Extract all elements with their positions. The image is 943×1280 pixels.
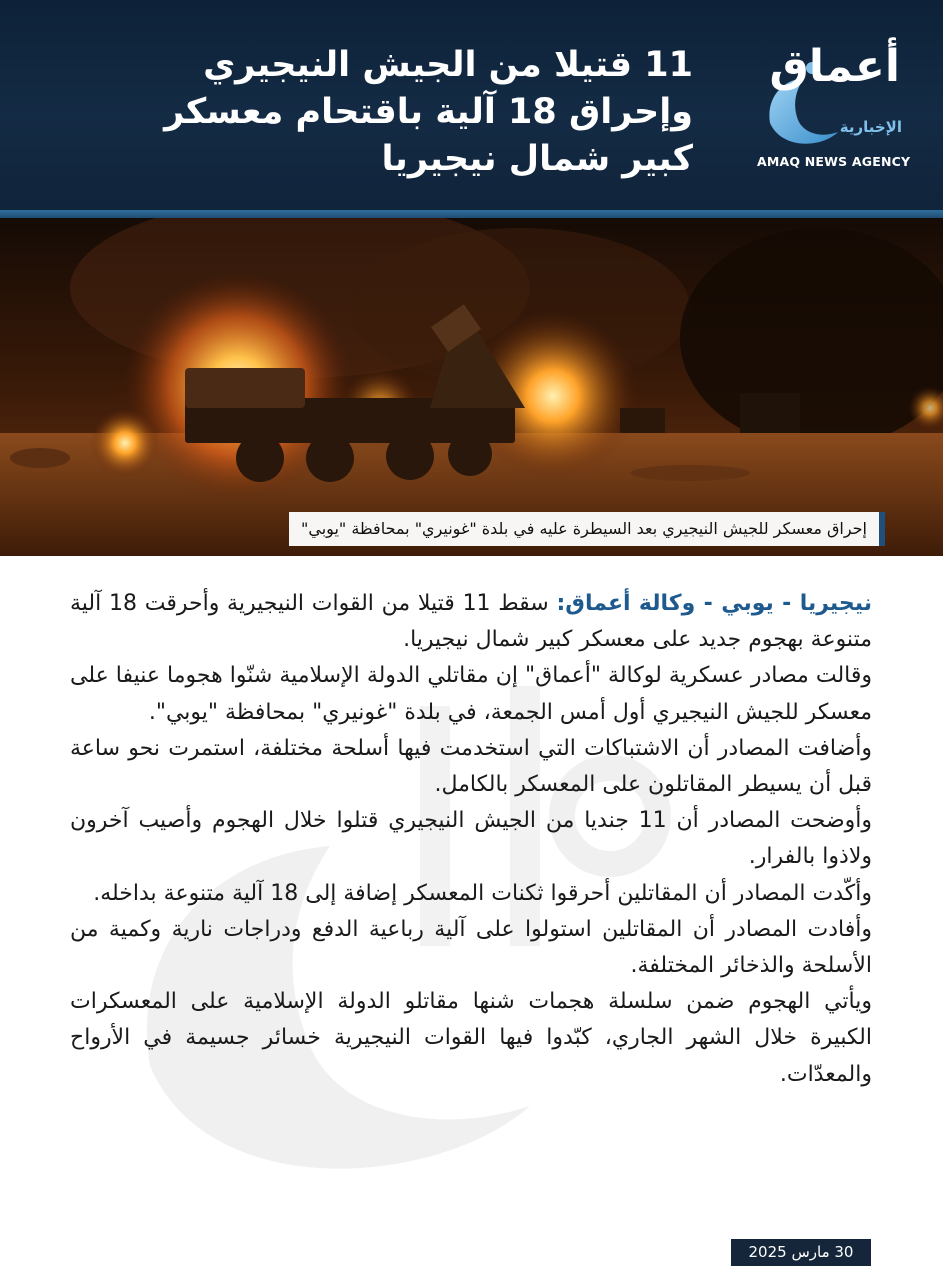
- logo-english-text: AMAQ NEWS AGENCY: [757, 154, 911, 169]
- photo-caption: إحراق معسكر للجيش النيجيري بعد السيطرة عليه في بلدة "غونيري" بمحافظة "يوبي": [289, 512, 885, 546]
- amaq-logo: [752, 28, 912, 178]
- article-paragraph-5: وأكّدت المصادر أن المقاتلين أحرقوا ثكنات المعسكر إضافة إلى 18 آلية متنوعة بداخله.: [93, 880, 872, 906]
- headline: [53, 42, 693, 183]
- article-lead-text: سقط 11 قتيلا من القوات النيجيرية وأحرقت 18 آلية متنوعة بهجوم جديد على معسكر كبير شمال نيجيريا.: [70, 591, 872, 653]
- article-text: [70, 586, 872, 1093]
- header-divider: [0, 210, 943, 218]
- news-photo: [0, 218, 943, 556]
- article-paragraph-3: وأضافت المصادر أن الاشتباكات التي استخدمت فيها أسلحة مختلفة، استمرت نحو ساعة قبل أن يسيطر المقاتلون على المعسكر بالكامل.: [70, 735, 872, 798]
- header-banner: [0, 0, 943, 210]
- article-paragraph-2: وقالت مصادر عسكرية لوكالة "أعماق" إن مقاتلي الدولة الإسلامية شنّوا هجوما عنيفا على معسكر للجيش النيجيري أول أمس الجمعة، في بلدة "غونيري" بمحافظة "يوبي".: [70, 663, 872, 725]
- logo-arabic-text: أعماق: [769, 41, 900, 92]
- article-paragraph-1: [70, 586, 872, 658]
- article-paragraph-4: وأوضحت المصادر أن 11 جنديا من الجيش النيجيري قتلوا خلال الهجوم وأصيب آخرون ولاذوا بالفرار.: [70, 808, 872, 870]
- headline-line-3: كبير شمال نيجيريا: [381, 139, 693, 179]
- headline-line-1: 11 قتيلا من الجيش النيجيري: [203, 45, 693, 85]
- logo-subtitle: الإخبارية: [839, 118, 902, 136]
- headline-line-2: وإحراق 18 آلية باقتحام معسكر: [164, 92, 693, 132]
- burning-camp-illustration: [0, 218, 943, 556]
- article-paragraph-7: ويأتي الهجوم ضمن سلسلة هجمات شنها مقاتلو الدولة الإسلامية على المعسكرات الكبيرة خلال الشهر الجاري، كبّدوا فيها القوات النيجيرية خسائر جسيمة في الأرواح والمعدّات.: [70, 989, 872, 1087]
- dateline: نيجيريا - يوبي - وكالة أعماق:: [556, 591, 872, 616]
- article-paragraph-6: وأفادت المصادر أن المقاتلين استولوا على آلية رباعية الدفع ودراجات نارية وكمية من الأسلحة والذخائر المختلفة.: [70, 916, 872, 979]
- date-badge: 30 مارس 2025: [731, 1239, 871, 1266]
